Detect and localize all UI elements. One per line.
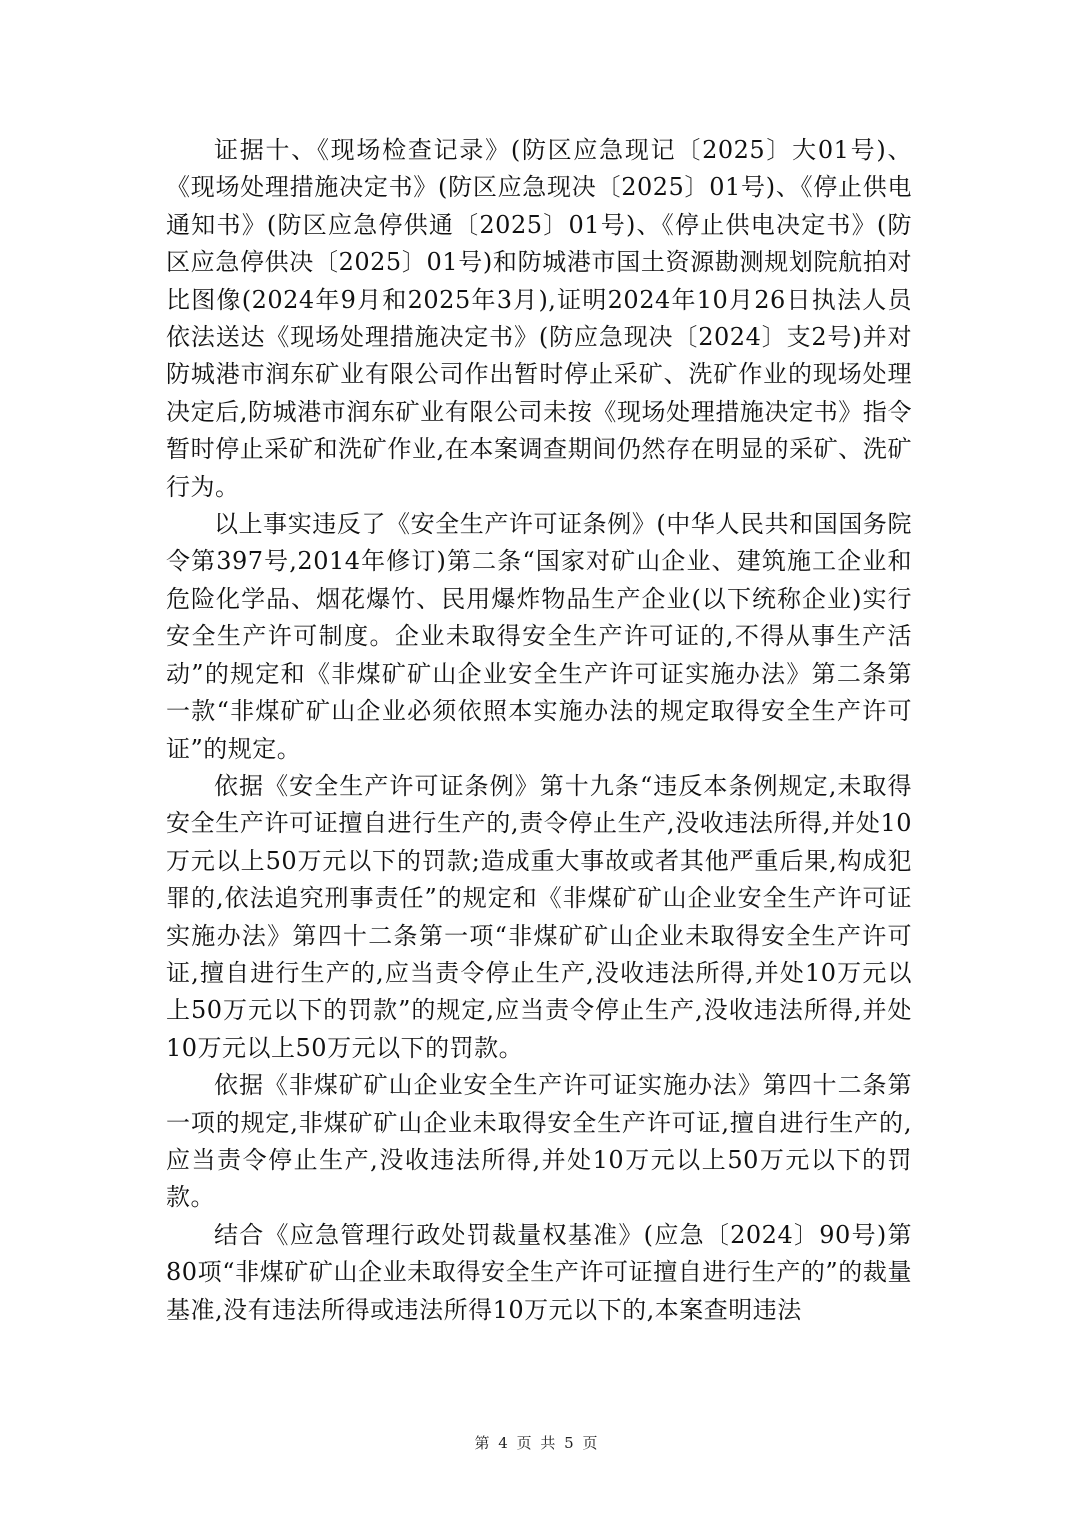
paragraph-discretion-standard: 结合《应急管理行政处罚裁量权基准》(应急〔2024〕90号)第80项“非煤矿矿山企业未取得安全生产许可证擅自进行生产的”的裁量基准,没有违法所得或违法所得10万元以下的,本案查明违法 xyxy=(166,1220,912,1324)
paragraph-legal-basis-regulation: 依据《安全生产许可证条例》第十九条“违反本条例规定,未取得安全生产许可证擅自进行生产的,责令停止生产,没收违法所得,并处10万元以上50万元以下的罚款;造成重大事故或者其他严重后果,构成犯罪的,依法追究刑事责任”的规定和《非煤矿矿山企业安全生产许可证实施办法》第四十二条第一项“非煤矿矿山企业未取得安全生产许可证,擅自进行生产的,应当责令停止生产,没收违法所得,并处10万元以上50万元以下的罚款”的规定,应当责令停止生产,没收违法所得,并处10万元以上50万元以下的罚款。 xyxy=(166,771,912,1062)
paragraph-violation-facts: 以上事实违反了《安全生产许可证条例》(中华人民共和国国务院令第397号,2014年修订)第二条“国家对矿山企业、建筑施工企业和危险化学品、烟花爆竹、民用爆炸物品生产企业(以下统称企业)实行安全生产许可制度。企业未取得安全生产许可证的,不得从事生产活动”的规定和《非煤矿矿山企业安全生产许可证实施办法》第二条第一款“非煤矿矿山企业必须依照本实施办法的规定取得安全生产许可证”的规定。 xyxy=(166,510,912,763)
document-body xyxy=(166,132,912,1329)
paragraph-evidence-ten: 证据十、《现场检查记录》(防区应急现记〔2025〕大01号)、《现场处理措施决定书》(防区应急现决〔2025〕01号)、《停止供电通知书》(防区应急停供通〔2025〕01号)、《停止供电决定书》(防区应急停供决〔2025〕01号)和防城港市国土资源勘测规划院航拍对比图像(2024年9月和2025年3月),证明2024年10月26日执法人员依法送达《现场处理措施决定书》(防应急现决〔2024〕支2号)并对防城港市润东矿业有限公司作出暂时停止采矿、洗矿作业的现场处理决定后,防城港市润东矿业有限公司未按《现场处理措施决定书》指令暂时停止采矿和洗矿作业,在本案调查期间仍然存在明显的采矿、洗矿行为。 xyxy=(166,136,912,501)
page-footer: 第 4 页 共 5 页 xyxy=(474,1434,600,1452)
paragraph-legal-basis-measures: 依据《非煤矿矿山企业安全生产许可证实施办法》第四十二条第一项的规定,非煤矿矿山企业未取得安全生产许可证,擅自进行生产的,应当责令停止生产,没收违法所得,并处10万元以上50万元以下的罚款。 xyxy=(166,1071,912,1212)
